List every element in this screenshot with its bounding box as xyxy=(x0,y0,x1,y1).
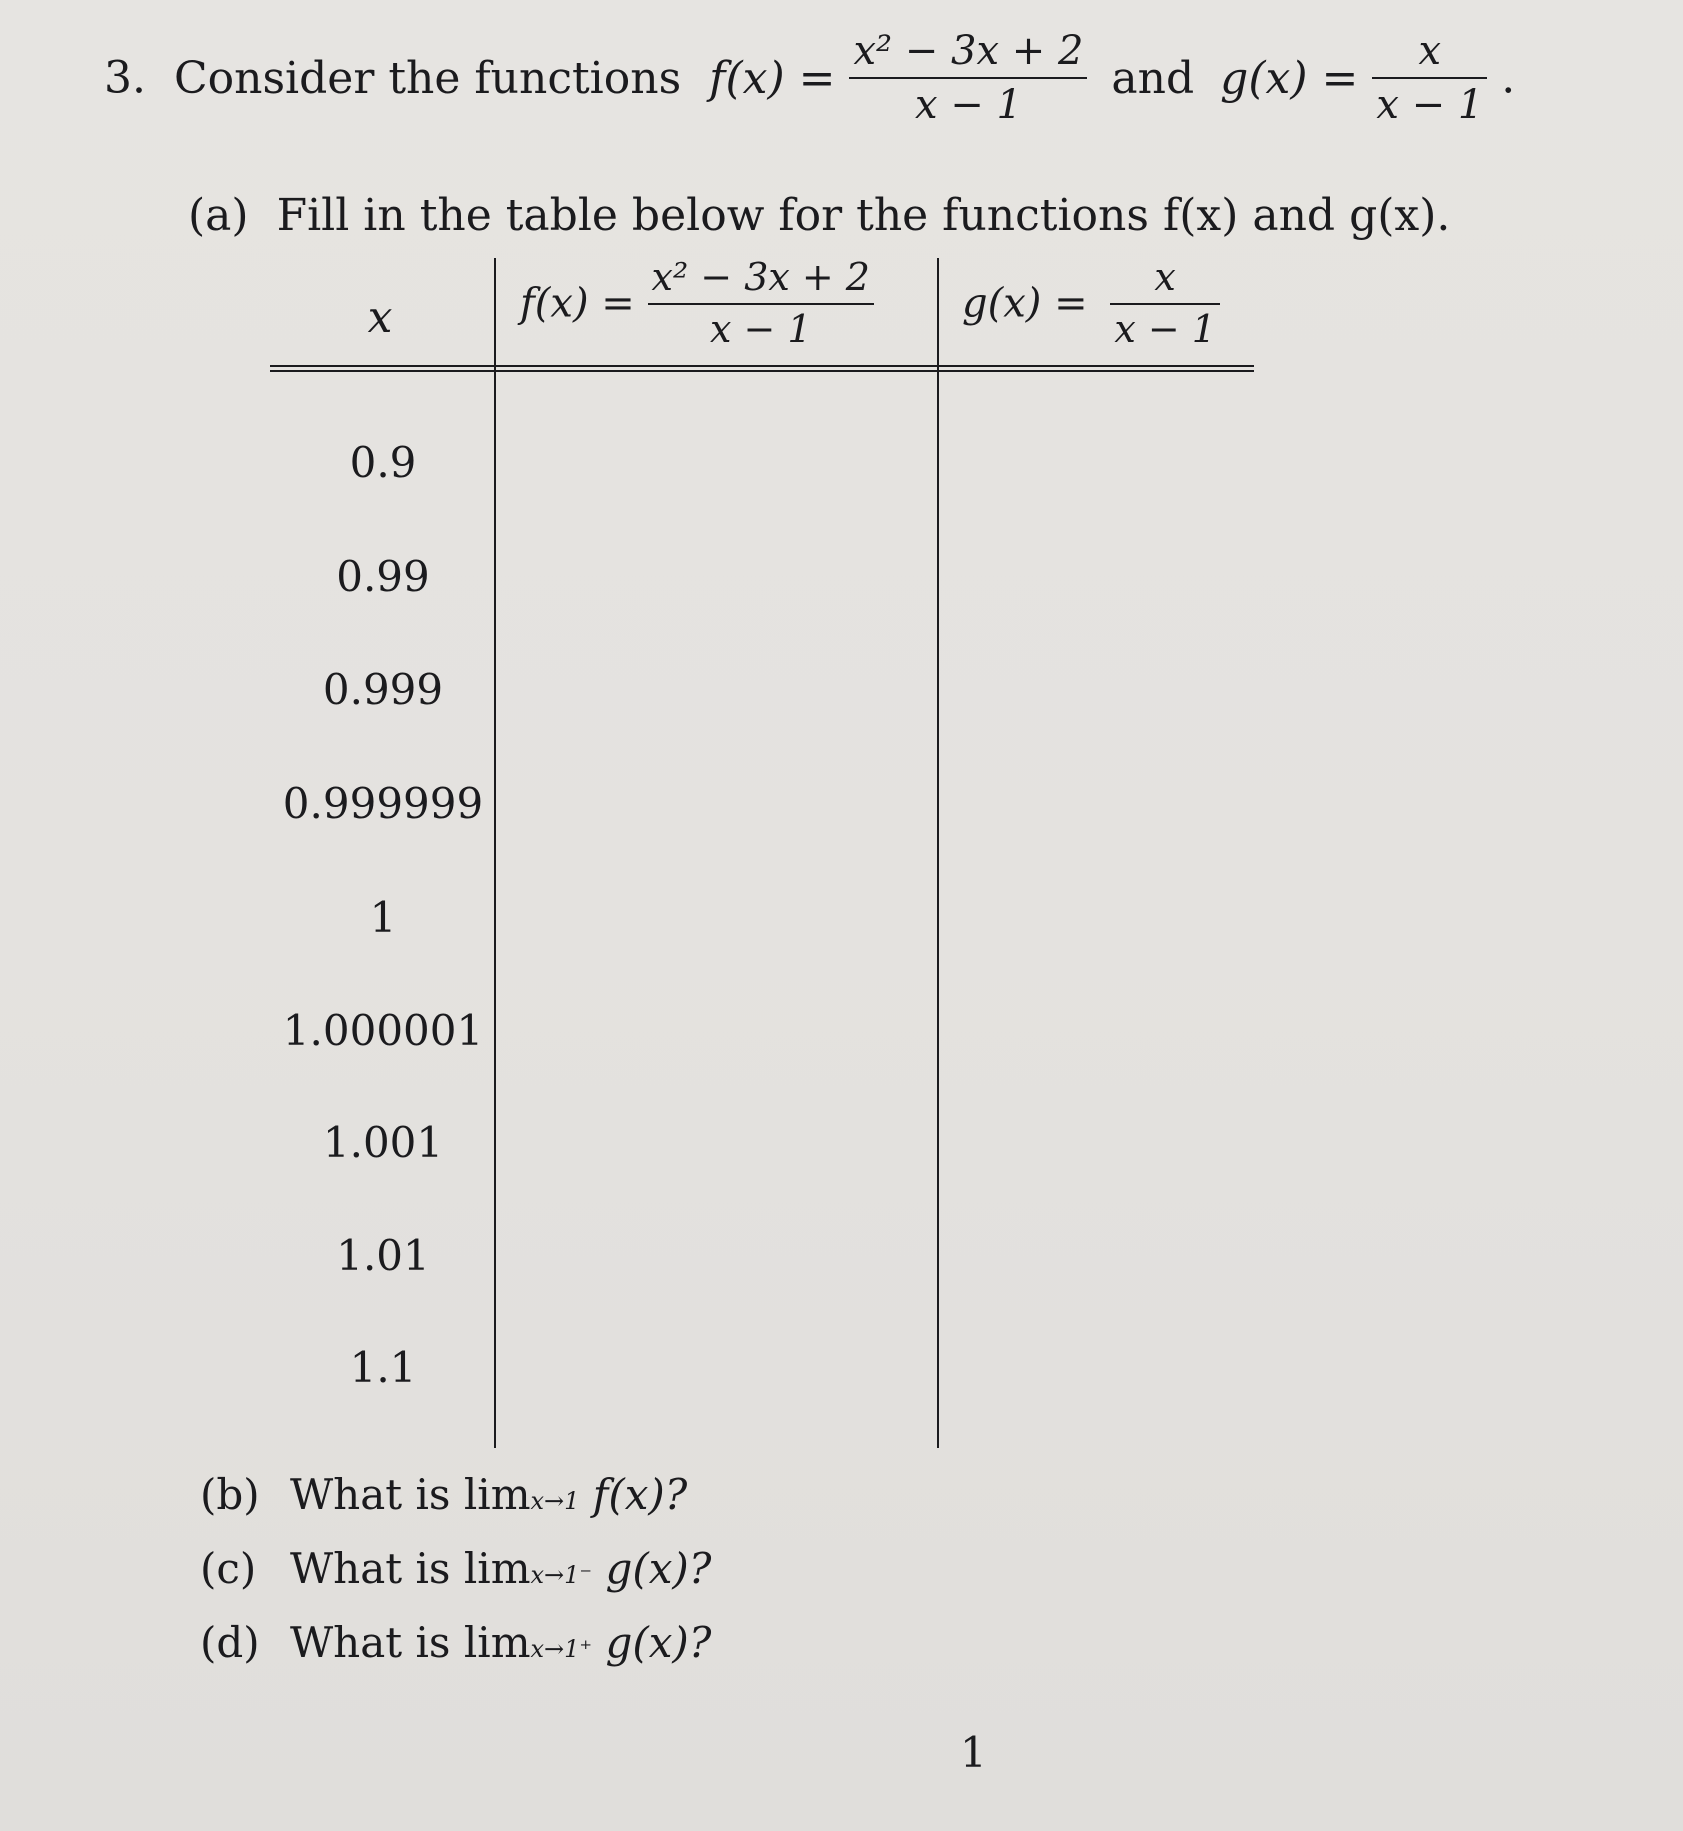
g-fraction xyxy=(1372,28,1487,128)
table-header-double-rule xyxy=(270,365,1254,372)
x-value-cell: 1.1 xyxy=(349,1343,417,1392)
header-f xyxy=(520,256,874,351)
x-value-cell: 0.999999 xyxy=(282,779,484,828)
f-numerator: x² − 3x + 2 xyxy=(849,28,1087,79)
header-g-denominator: x − 1 xyxy=(1114,306,1216,351)
question-d xyxy=(200,1618,711,1667)
x-value-cell: 1.01 xyxy=(336,1231,430,1280)
x-value-cell: 0.999 xyxy=(322,665,444,714)
g-numerator: x xyxy=(1372,28,1487,79)
header-f-lhs: f(x) = xyxy=(520,280,635,327)
header-g-fraction xyxy=(1110,256,1220,351)
header-g-numerator: x xyxy=(1110,256,1220,305)
g-definition-lhs: g(x) = xyxy=(1220,52,1359,104)
header-g xyxy=(962,256,1220,351)
question-b-tail: f(x)? xyxy=(592,1470,688,1519)
question-b-subscript: x→1 xyxy=(530,1487,580,1515)
question-d-text: What is lim xyxy=(290,1618,531,1667)
header-f-numerator: x² − 3x + 2 xyxy=(648,256,874,305)
problem-number: 3. xyxy=(104,52,146,104)
x-value-cell: 0.99 xyxy=(336,552,430,601)
problem-period: . xyxy=(1501,52,1516,104)
question-d-tail: g(x)? xyxy=(605,1618,712,1667)
f-definition-lhs: f(x) = xyxy=(709,52,836,104)
x-value-cell: 0.9 xyxy=(349,438,417,487)
question-b-label: (b) xyxy=(200,1470,260,1519)
question-c xyxy=(200,1544,711,1593)
question-d-label: (d) xyxy=(200,1618,260,1667)
header-f-fraction xyxy=(648,256,874,351)
part-a-text: Fill in the table below for the functions f(x) and g(x). xyxy=(276,190,1451,241)
question-c-label: (c) xyxy=(200,1544,257,1593)
f-fraction xyxy=(849,28,1087,128)
header-g-lhs: g(x) = xyxy=(962,280,1088,327)
question-c-tail: g(x)? xyxy=(605,1544,712,1593)
question-b xyxy=(200,1470,687,1519)
f-denominator: x − 1 xyxy=(914,82,1022,128)
table-column-divider-2 xyxy=(937,258,939,1448)
g-denominator: x − 1 xyxy=(1376,82,1484,128)
header-f-denominator: x − 1 xyxy=(709,306,812,351)
question-b-text: What is lim xyxy=(290,1470,531,1519)
page-number: 1 xyxy=(960,1728,987,1777)
part-a xyxy=(188,190,1450,241)
question-c-text: What is lim xyxy=(290,1544,531,1593)
x-value-cell: 1 xyxy=(369,893,397,942)
problem-statement xyxy=(104,28,1515,128)
problem-and: and xyxy=(1111,52,1195,104)
x-value-cell: 1.001 xyxy=(322,1118,444,1167)
question-d-subscript: x→1⁺ xyxy=(530,1635,593,1663)
problem-intro: Consider the functions xyxy=(173,52,682,104)
question-c-subscript: x→1⁻ xyxy=(530,1561,593,1589)
part-a-label: (a) xyxy=(188,190,249,241)
header-x: x xyxy=(367,292,393,343)
x-value-cell: 1.000001 xyxy=(282,1006,484,1055)
